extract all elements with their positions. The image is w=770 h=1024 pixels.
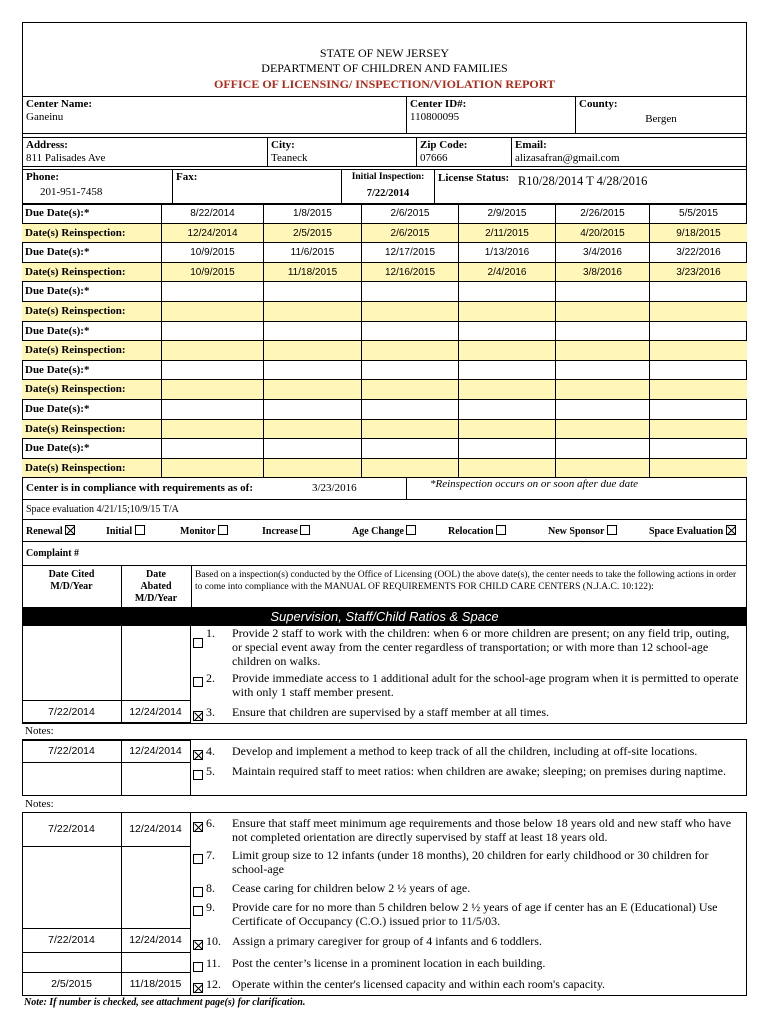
complaint-label: Complaint # — [26, 548, 80, 559]
date-cell — [556, 361, 650, 380]
date-cell — [264, 380, 362, 399]
option-increase[interactable]: Increase — [262, 525, 310, 537]
date-cell — [264, 282, 362, 301]
due-date-label: Due Date(s):* — [22, 400, 162, 419]
center-id-label: Center ID#: — [410, 98, 467, 110]
item-number: 1. — [206, 626, 215, 640]
requirement-item — [192, 626, 745, 668]
option-initial[interactable]: Initial — [106, 525, 145, 537]
section-title-bar: Supervision, Staff/Child Ratios & Space — [22, 607, 747, 626]
date-cell — [264, 439, 362, 458]
date-cell — [556, 341, 650, 360]
item-number: 4. — [206, 744, 215, 758]
item-checkbox[interactable] — [193, 983, 203, 993]
email-label: Email: — [515, 139, 547, 151]
requirement-item — [192, 848, 745, 876]
item-text: Ensure that children are supervised by a staff member at all times. — [232, 705, 550, 719]
date-cell: 3/8/2016 — [556, 263, 650, 282]
due-date-row — [22, 439, 747, 459]
space-eval-row — [22, 500, 747, 520]
date-cell — [459, 439, 556, 458]
date-cell — [264, 361, 362, 380]
date-abated-value: 12/24/2014 — [129, 934, 182, 946]
option-new-sponsor[interactable]: New Sponsor — [548, 525, 617, 537]
date-cell — [650, 302, 747, 321]
center-id-cell — [406, 96, 576, 134]
date-cell — [162, 282, 264, 301]
row-line — [22, 846, 190, 847]
column-date-abated: Date Abated M/D/Year — [121, 566, 192, 607]
date-cell — [162, 459, 264, 478]
fax-label: Fax: — [176, 171, 198, 183]
date-cited-value: 7/22/2014 — [48, 934, 95, 946]
date-cell — [556, 459, 650, 478]
option-space-evaluation[interactable]: Space Evaluation — [649, 525, 736, 537]
license-status-label: License Status: — [438, 172, 510, 184]
date-cell: 12/16/2015 — [362, 263, 459, 282]
item-number: 2. — [206, 671, 215, 685]
date-abated-value: 11/18/2015 — [129, 978, 182, 990]
date-cited-value: 7/22/2014 — [48, 745, 95, 757]
item-number: 12. — [206, 977, 221, 991]
date-cell: 1/13/2016 — [459, 243, 556, 262]
phone-cell — [22, 169, 173, 204]
date-cell — [362, 459, 459, 478]
reinspection-row — [22, 459, 747, 479]
item-text: Cease caring for children below 2 ½ years of age. — [232, 881, 471, 895]
date-cell — [264, 341, 362, 360]
compliance-row — [22, 478, 747, 500]
item-number: 6. — [206, 816, 215, 830]
date-cell — [556, 420, 650, 439]
fax-cell — [172, 169, 342, 204]
increase-checkbox[interactable] — [300, 525, 310, 535]
date-cell — [556, 322, 650, 341]
initial-checkbox[interactable] — [135, 525, 145, 535]
date-cell: 2/5/2015 — [264, 224, 362, 243]
row-line — [22, 928, 190, 929]
date-cell — [459, 322, 556, 341]
date-cell: 2/11/2015 — [459, 224, 556, 243]
reinspection-label: Date(s) Reinspection: — [22, 263, 162, 282]
requirement-item — [192, 900, 745, 928]
row-line — [22, 740, 190, 741]
date-cell — [650, 420, 747, 439]
date-cell — [162, 420, 264, 439]
item-text: Provide care for no more than 5 children below 2 ½ years of age if center has an E (Educational) Use Certificate of Occupancy (C.O.) issued prior to 11/5/03. — [232, 900, 718, 928]
compliance-divider — [406, 478, 407, 500]
date-cell — [459, 400, 556, 419]
email-value: alizasafran@gmail.com — [515, 152, 620, 164]
center-name-label: Center Name: — [26, 98, 93, 110]
date-cell: 10/9/2015 — [162, 263, 264, 282]
date-cell — [362, 400, 459, 419]
date-cell — [459, 361, 556, 380]
date-cell: 12/24/2014 — [162, 224, 264, 243]
date-cell — [162, 380, 264, 399]
date-cell: 5/5/2015 — [679, 208, 718, 219]
county-label: County: — [579, 98, 618, 110]
requirement-item — [192, 816, 745, 844]
date-cell — [264, 420, 362, 439]
item-number: 10. — [206, 934, 221, 948]
compliance-label: Center is in compliance with requirements as of: — [26, 482, 254, 494]
row-line — [22, 762, 190, 763]
item-text: Ensure that staff meet minimum age requirements and those below 18 years old and new staff who have not completed orientation are directly supervised by staff at least 18 years old. — [232, 816, 732, 844]
city-value: Teaneck — [271, 152, 308, 164]
item-checkbox[interactable] — [193, 677, 203, 687]
reinspection-row — [22, 263, 747, 283]
item-checkbox[interactable] — [193, 906, 203, 916]
city-cell — [267, 137, 417, 167]
due-date-label: Due Date(s):* — [22, 322, 162, 341]
date-cited-value: 7/22/2014 — [48, 706, 95, 718]
due-date-label: Due Date(s):* — [22, 439, 162, 458]
phone-label: Phone: — [26, 171, 59, 183]
date-cell — [362, 322, 459, 341]
due-date-label: Due Date(s):* — [22, 243, 162, 262]
due-date-label: Due Date(s):* — [22, 282, 162, 301]
date-cell — [556, 282, 650, 301]
due-date-row — [22, 322, 747, 342]
header-report-title: OFFICE OF LICENSING/ INSPECTION/VIOLATION REPORT — [214, 77, 555, 91]
zip-label: Zip Code: — [420, 139, 468, 151]
item-text: Maintain required staff to meet ratios: when children are awake; sleeping; on premises during naptime. — [232, 764, 726, 778]
date-cell: 4/20/2015 — [556, 224, 650, 243]
item-checkbox[interactable] — [193, 770, 203, 780]
date-cell — [556, 400, 650, 419]
date-cell — [264, 400, 362, 419]
date-cell — [362, 420, 459, 439]
item-number: 5. — [206, 764, 215, 778]
date-cell — [650, 400, 747, 419]
date-cell: 11/18/2015 — [264, 263, 362, 282]
item-checkbox[interactable] — [193, 887, 203, 897]
date-cell — [264, 322, 362, 341]
notes-label-1: Notes: — [25, 725, 54, 737]
phone-value: 201-951-7458 — [40, 186, 103, 198]
reinspection-label: Date(s) Reinspection: — [22, 420, 162, 439]
space-evaluation-checkbox[interactable] — [726, 525, 736, 535]
requirement-item — [192, 671, 745, 699]
reinspection-label: Date(s) Reinspection: — [22, 224, 162, 243]
date-cell — [264, 459, 362, 478]
date-cell — [650, 459, 747, 478]
space-eval-text: Space evaluation 4/21/15;10/9/15 T/A — [26, 504, 179, 515]
date-cell — [650, 361, 747, 380]
date-cell — [459, 420, 556, 439]
date-cell — [162, 400, 264, 419]
reinspection-row — [22, 380, 747, 400]
date-cell — [362, 439, 459, 458]
reinspection-label: Date(s) Reinspection: — [22, 380, 162, 399]
date-cell: 2/9/2015 — [459, 204, 556, 223]
date-cell — [162, 322, 264, 341]
date-cell: 8/22/2014 — [162, 204, 264, 223]
date-cell — [162, 439, 264, 458]
date-cell — [459, 302, 556, 321]
county-cell — [575, 96, 747, 134]
age-change-checkbox[interactable] — [406, 525, 416, 535]
date-cell — [362, 282, 459, 301]
option-monitor[interactable]: Monitor — [180, 525, 228, 537]
column-intro-text: Based on a inspection(s) conducted by the Office of Licensing (OOL) the above date(s), the center needs to take the following actions in order to come into compliance with the MANUAL OF REQUIREMENTS FOR CHILD CARE CENTERS (N.J.A.C. 10:122): — [195, 570, 737, 592]
date-cell — [162, 361, 264, 380]
column-date-cited: Date Cited M/D/Year — [22, 566, 122, 607]
initial-inspection-value: 7/22/2014 — [366, 188, 410, 199]
date-cell: 3/4/2016 — [556, 243, 650, 262]
date-cell — [650, 380, 747, 399]
center-name-cell — [22, 96, 407, 134]
date-cell — [162, 302, 264, 321]
date-cell: 1/8/2015 — [264, 204, 362, 223]
item-number: 9. — [206, 900, 215, 914]
relocation-checkbox[interactable] — [496, 525, 506, 535]
date-cell — [362, 341, 459, 360]
date-abated-value: 12/24/2014 — [129, 706, 182, 718]
requirement-item — [192, 705, 745, 723]
due-date-label: Due Date(s):* — [22, 361, 162, 380]
date-cell: 3/22/2016 — [676, 247, 721, 259]
license-status-value: R10/28/2014 T 4/28/2016 — [517, 174, 648, 188]
date-cell: 3/23/2016 — [676, 266, 721, 278]
item-checkbox[interactable] — [193, 750, 203, 760]
date-cell — [162, 341, 264, 360]
initial-inspection-cell — [341, 169, 435, 204]
item-text: Operate within the center's licensed capacity and within each room's capacity. — [232, 977, 606, 991]
address-label: Address: — [26, 139, 68, 151]
item-text: Post the center’s license in a prominent location in each building. — [232, 956, 546, 970]
option-renewal[interactable]: Renewal — [26, 525, 75, 537]
requirement-item — [192, 956, 745, 974]
date-cell — [556, 380, 650, 399]
date-cell: 2/4/2016 — [459, 263, 556, 282]
date-cell — [362, 380, 459, 399]
date-cell: 2/6/2015 — [362, 204, 459, 223]
due-date-row — [22, 243, 747, 263]
address-value: 811 Palisades Ave — [26, 152, 106, 164]
reinspection-label: Date(s) Reinspection: — [22, 341, 162, 360]
date-cell — [459, 282, 556, 301]
footer-note: Note: If number is checked, see attachment page(s) for clarification. — [24, 997, 306, 1008]
reinspection-label: Date(s) Reinspection: — [22, 302, 162, 321]
date-cell — [650, 341, 747, 360]
license-status-cell — [434, 169, 747, 204]
requirement-item — [192, 934, 745, 952]
monitor-checkbox[interactable] — [218, 525, 228, 535]
due-date-row — [22, 400, 747, 420]
date-cell: 2/6/2015 — [362, 224, 459, 243]
center-name-value: Ganeinu — [26, 111, 64, 123]
date-cell — [556, 439, 650, 458]
zip-value: 07666 — [420, 152, 448, 164]
item-checkbox[interactable] — [193, 822, 203, 832]
reinspection-row — [22, 420, 747, 440]
address-cell — [22, 137, 268, 167]
date-cell — [459, 459, 556, 478]
item-text: Limit group size to 12 infants (under 18 months), 20 children for early childhood or 30 children for school-age — [232, 848, 709, 876]
renewal-checkbox[interactable] — [65, 525, 75, 535]
due-date-row — [22, 361, 747, 381]
county-value: Bergen — [645, 113, 677, 125]
date-cell: 9/18/2015 — [676, 227, 721, 239]
reinspection-note: *Reinspection occurs on or soon after due date — [430, 478, 639, 490]
item-checkbox[interactable] — [193, 962, 203, 972]
item-text: Develop and implement a method to keep track of all the children, including at off-site locations. — [232, 744, 698, 758]
date-cited-value: 7/22/2014 — [48, 823, 95, 835]
requirement-item — [192, 977, 745, 995]
initial-inspection-label: Initial Inspection: — [351, 172, 425, 182]
compliance-date: 3/23/2016 — [312, 482, 357, 494]
date-cell — [459, 380, 556, 399]
date-cell: 10/9/2015 — [162, 243, 264, 262]
header-department: DEPARTMENT OF CHILDREN AND FAMILIES — [261, 61, 508, 75]
requirement-item — [192, 881, 745, 899]
new-sponsor-checkbox[interactable] — [607, 525, 617, 535]
item-checkbox[interactable] — [193, 711, 203, 721]
notes-row-2 — [22, 795, 747, 813]
row-line — [22, 700, 190, 701]
date-cell: 11/6/2015 — [264, 243, 362, 262]
date-abated-value: 12/24/2014 — [129, 745, 182, 757]
date-cited-value: 2/5/2015 — [51, 978, 92, 990]
date-cell — [650, 322, 747, 341]
notes-label-2: Notes: — [25, 798, 54, 810]
city-label: City: — [271, 139, 295, 151]
notes-row-1 — [22, 723, 747, 740]
due-date-row — [22, 204, 747, 224]
item-text: Assign a primary caregiver for group of 4 infants and 6 toddlers. — [232, 934, 542, 948]
option-relocation[interactable]: Relocation — [448, 525, 506, 537]
date-cell: 12/17/2015 — [362, 243, 459, 262]
complaint-row — [22, 542, 747, 566]
date-abated-value: 12/24/2014 — [129, 823, 182, 835]
date-cell: 2/26/2015 — [556, 204, 650, 223]
date-cell — [459, 341, 556, 360]
requirement-item — [192, 764, 745, 782]
item-checkbox[interactable] — [193, 854, 203, 864]
item-text: Provide 2 staff to work with the children: when 6 or more children are present; on any field trip, outing, or special event away from the center regardless of transportation; or with more than 12 school-age children on walks. — [232, 626, 730, 668]
due-date-row — [22, 282, 747, 302]
inspection-type-row — [22, 520, 747, 542]
item-number: 7. — [206, 848, 215, 862]
item-number: 11. — [206, 956, 221, 970]
date-cell — [650, 439, 747, 458]
date-cell — [362, 361, 459, 380]
header-state: STATE OF NEW JERSEY — [319, 46, 450, 60]
item-checkbox[interactable] — [193, 638, 203, 648]
due-date-label: Due Date(s):* — [22, 204, 162, 223]
row-line — [22, 952, 190, 953]
row-line — [22, 972, 190, 973]
center-id-value: 110800095 — [410, 111, 460, 123]
item-number: 8. — [206, 881, 215, 895]
date-cell — [362, 302, 459, 321]
email-cell — [511, 137, 747, 167]
date-cell — [650, 282, 747, 301]
reinspection-row — [22, 302, 747, 322]
item-checkbox[interactable] — [193, 940, 203, 950]
reinspection-row — [22, 224, 747, 244]
date-cell — [264, 302, 362, 321]
reinspection-label: Date(s) Reinspection: — [22, 459, 162, 478]
item-number: 3. — [206, 705, 215, 719]
reinspection-row — [22, 341, 747, 361]
option-age-change[interactable]: Age Change — [352, 525, 416, 537]
date-cell — [556, 302, 650, 321]
zip-cell — [416, 137, 512, 167]
item-text: Provide immediate access to 1 additional adult for the school-age program when it is permitted to operate with only 1 staff member present. — [232, 671, 739, 699]
requirement-item — [192, 744, 745, 762]
